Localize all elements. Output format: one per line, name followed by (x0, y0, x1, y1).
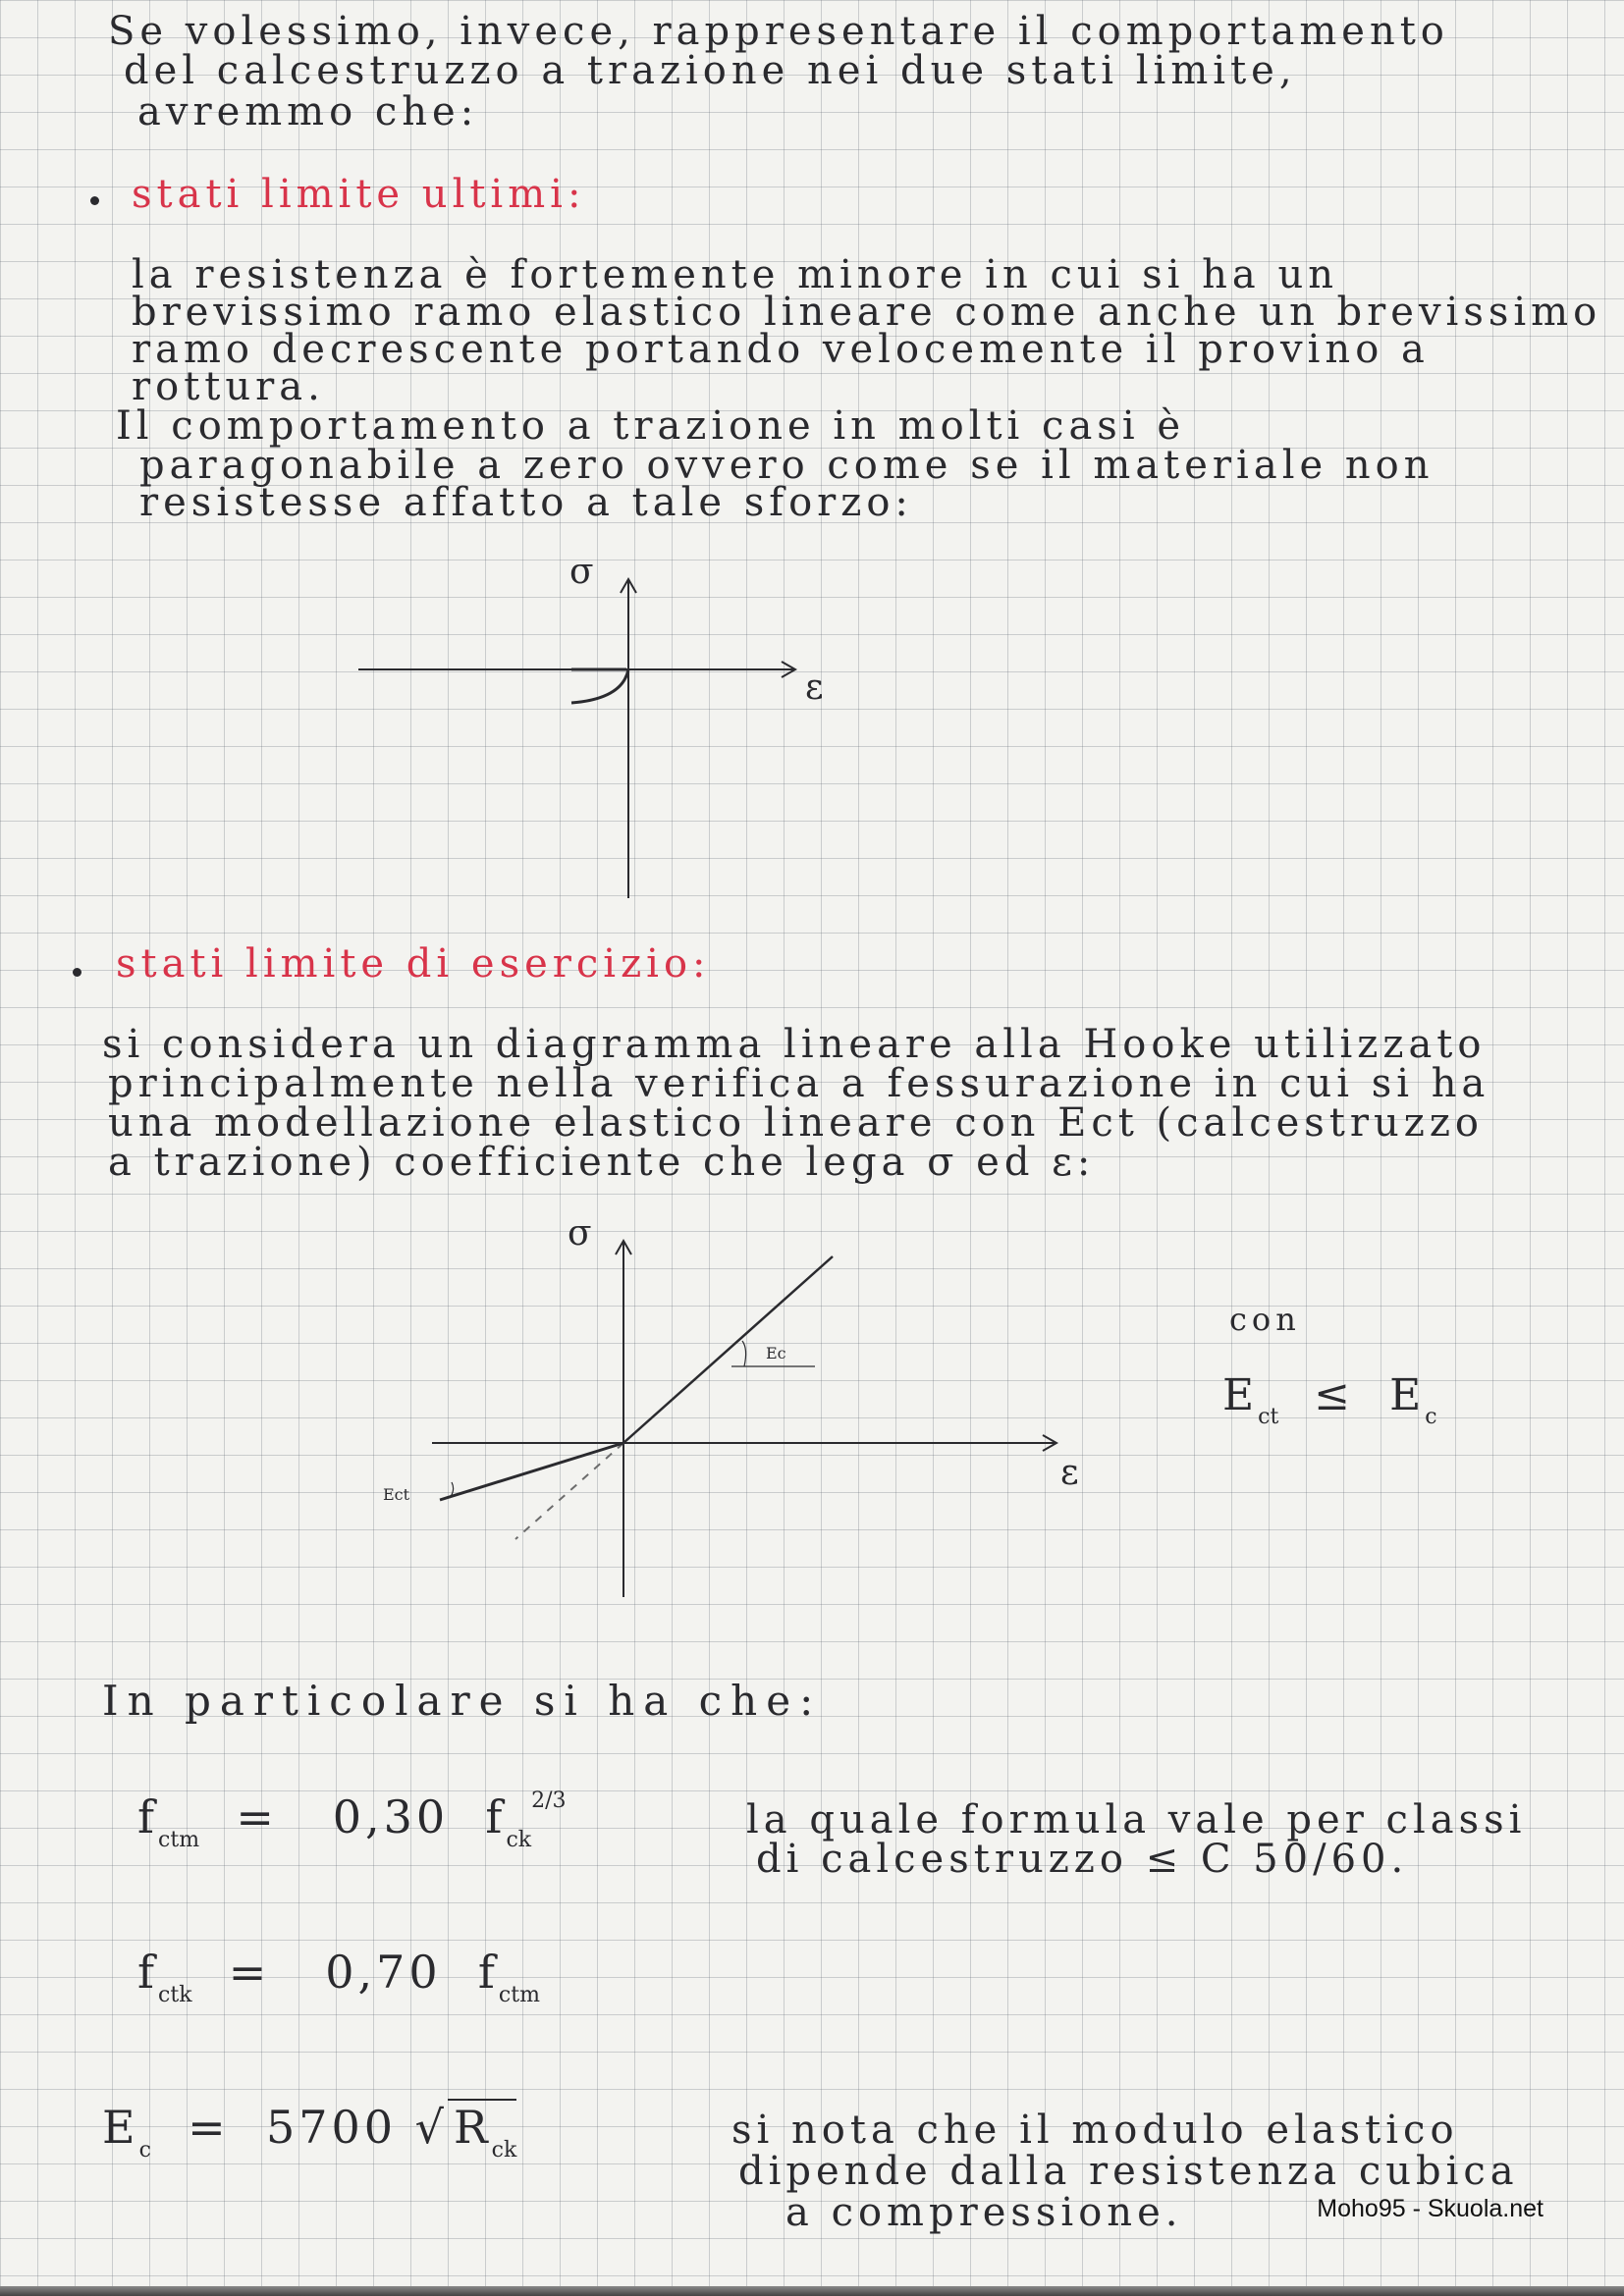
ect-line (440, 1443, 623, 1500)
formula-ec: $E_c = 5700$ √ $R_{ck}$ (102, 2101, 517, 2163)
sigma-label: σ (569, 552, 594, 592)
ec-note-line-2: dipende dalla resistenza cubica (738, 2149, 1519, 2194)
ultimi-line-4: rottura. (132, 364, 325, 409)
ect-label: Ect (383, 1485, 410, 1504)
footer-credit: Moho95 - Skuola.net (1317, 2195, 1543, 2222)
ec-angle-arc (742, 1341, 746, 1366)
ultimi-line-3: ramo decrescente portando velocemente il provino a (132, 327, 1430, 372)
formula-fctk: $f_{ctk}$ = 0,70 $f_{ctm}$ (137, 1946, 540, 2007)
formula-fctm: $f_{ctm}$ = 0,30 $f_{ck}^{2/3}$ (137, 1789, 567, 1852)
heading-stati-limite-ultimi: stati limite ultimi: (132, 172, 586, 217)
heading-stati-limite-esercizio: stati limite di esercizio: (116, 941, 711, 987)
intro-line-3: avremmo che: (137, 89, 479, 134)
particolare-lead: In particolare si ha che: (102, 1677, 823, 1725)
condition-formula (1222, 1370, 1437, 1429)
diagram-stati-limite-esercizio (353, 1209, 1080, 1602)
sigma-label: σ (568, 1213, 592, 1254)
condition-operator: ≤ (1314, 1370, 1355, 1420)
ultimi-line-7: resistesse affatto a tale sforzo: (139, 480, 913, 525)
fctm-note-line-2: di calcestruzzo ≤ C 50/60. (756, 1837, 1409, 1882)
diagram-stati-limite-ultimi (344, 550, 854, 903)
esercizio-line-4: a trazione) coefficiente che lega σ ed ε: (108, 1140, 1096, 1185)
intro-line-1: Se volessimo, invece, rappresentare il comportamento (108, 9, 1449, 54)
condition-e-c: $E_c$ (1389, 1370, 1437, 1429)
page-bottom-edge (0, 2286, 1624, 2296)
ec-note-line-3: a compressione. (785, 2190, 1183, 2235)
condition-word: con (1229, 1301, 1301, 1338)
ultimi-line-2: brevissimo ramo elastico lineare come anche un brevissimo (132, 290, 1602, 335)
bullet-esercizio (73, 968, 81, 977)
epsilon-label: ε (805, 667, 824, 708)
ec-note-line-1: si nota che il modulo elastico (731, 2108, 1459, 2153)
ec-line (623, 1256, 833, 1443)
sqrt-rck: $R_{ck}$ (448, 2099, 516, 2154)
ec-label: Ec (766, 1344, 786, 1362)
epsilon-label: ε (1060, 1453, 1079, 1493)
ultimi-line-6: paragonabile a zero ovvero come se il materiale non (139, 443, 1435, 488)
condition-e-ct: $E_{ct}$ (1222, 1370, 1279, 1429)
ultimi-line-5: Il comportamento a trazione in molti casi è (116, 403, 1186, 449)
ec-extension-dashed (515, 1443, 623, 1539)
intro-line-2: del calcestruzzo a trazione nei due stati limite, (124, 48, 1297, 93)
fctm-note-line-1: la quale formula vale per classi (746, 1797, 1527, 1842)
esercizio-line-3: una modellazione elastico lineare con Ect (calcestruzzo (108, 1100, 1484, 1146)
bullet-ultimi (90, 196, 99, 205)
ultimi-line-1: la resistenza è fortemente minore in cui si ha un (132, 252, 1339, 297)
decreasing-branch (571, 669, 628, 703)
esercizio-line-2: principalmente nella verifica a fessurazione in cui si ha (108, 1061, 1490, 1106)
esercizio-line-1: si considera un diagramma lineare alla Hooke utilizzato (102, 1022, 1487, 1067)
